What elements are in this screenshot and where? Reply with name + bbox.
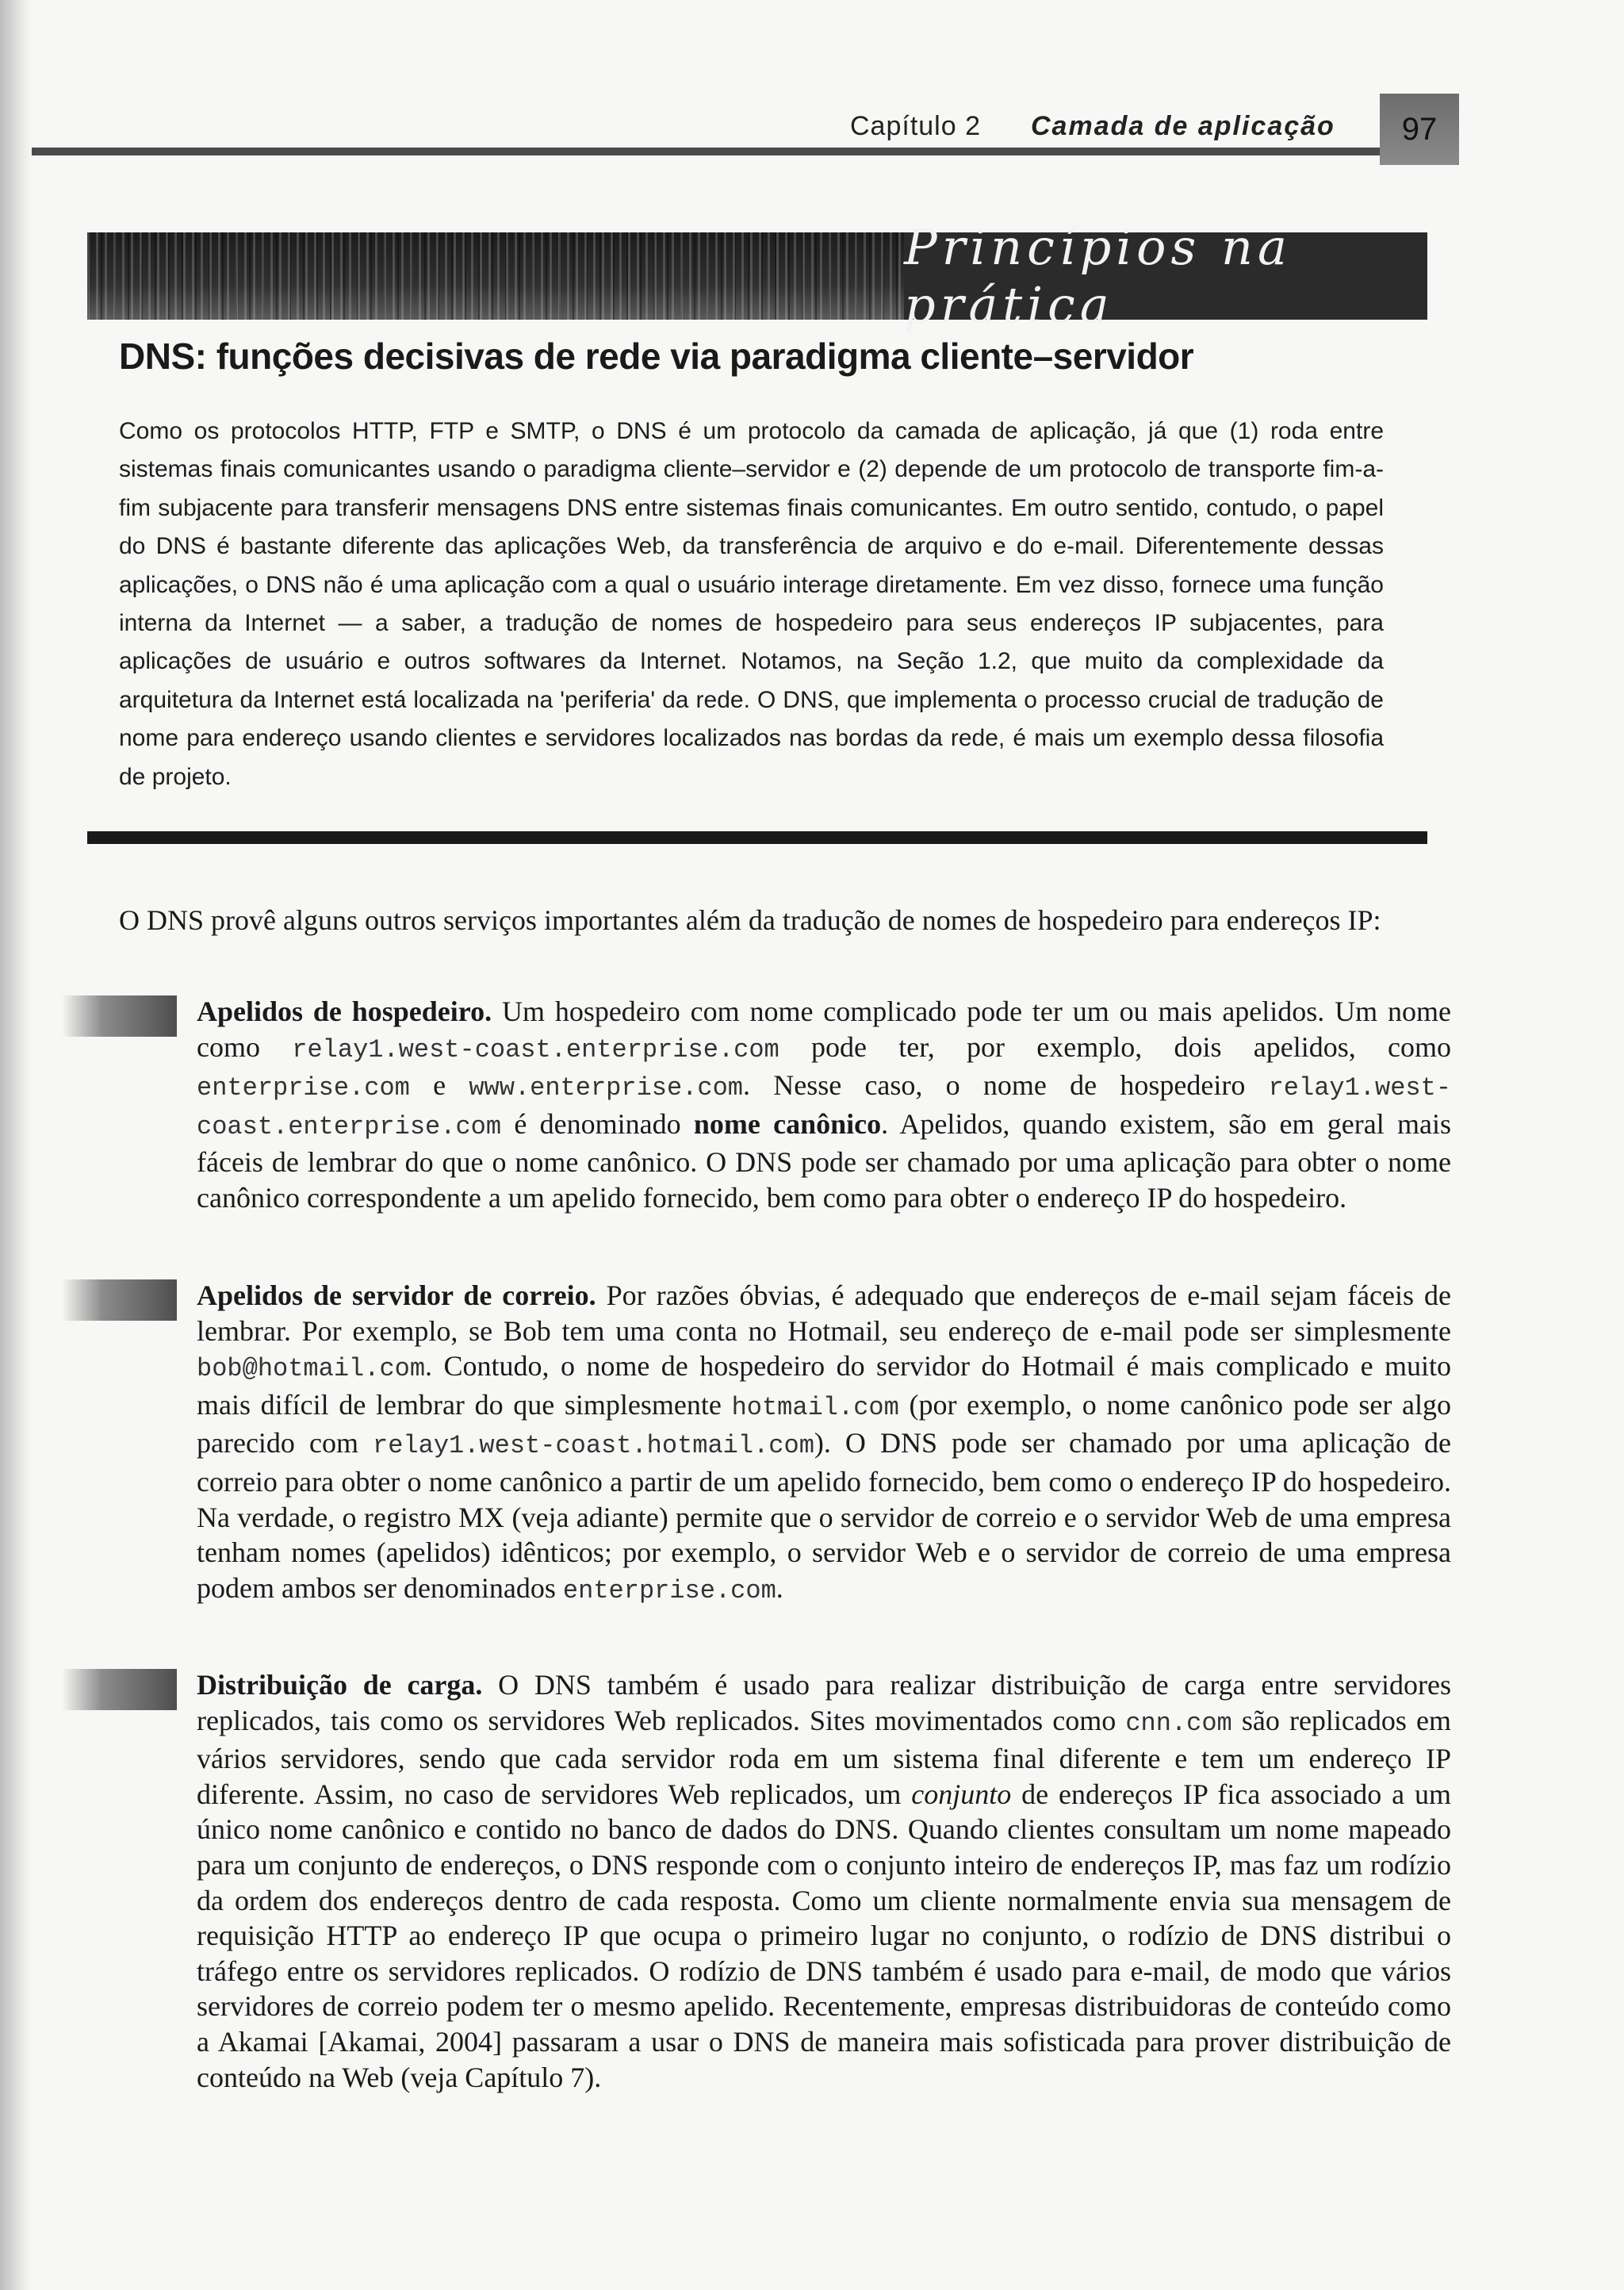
text-run: Por razões óbvias, é adequado que endereços de e-mail sejam fáceis de lembrar. Por exemplo, se Bob tem uma conta no Hotmail, seu endereço de e-mail pode ser simplesmente <box>197 1279 1451 1347</box>
list-item-title: Distribuição de carga. <box>197 1669 483 1701</box>
scan-edge-shading <box>0 0 32 2290</box>
banner-label <box>904 218 1427 334</box>
text-run: Um hospedeiro com nome complicado pode ter um ou mais apelidos. Um nome como <box>197 995 1451 1063</box>
list-item-mail-server-aliasing <box>197 1278 1451 1609</box>
code-hostname: relay1.west-coast.hotmail.com <box>373 1431 814 1461</box>
code-hostname: cnn.com <box>1125 1708 1232 1738</box>
intro-paragraph: O DNS provê alguns outros serviços importantes além da tradução de nomes de hospedeiro para endereços IP: <box>119 904 1381 936</box>
text-run: é denominado <box>501 1107 694 1140</box>
text-run: . Nesse caso, o nome de hospedeiro <box>742 1069 1269 1102</box>
code-hostname: hotmail.com <box>731 1392 899 1422</box>
list-item-load-distribution <box>197 1667 1451 2095</box>
code-hostname: relay1.west-coast.enterprise.com <box>197 1073 1452 1141</box>
text-run: pode ter, por exemplo, dois apelidos, como <box>779 1030 1451 1063</box>
text-run: O DNS também é usado para realizar distribuição de carga entre servidores replicados, tais como os servidores Web replicados. Sites movimentados como <box>197 1669 1451 1736</box>
text-run: . <box>776 1571 783 1604</box>
text-run: (por exemplo, o nome canônico pode ser algo parecido com <box>197 1388 1451 1460</box>
bullet-marker <box>62 1279 177 1321</box>
bullet-marker <box>62 1669 177 1710</box>
text-run: de endereços IP fica associado a um único nome canônico e contido no banco de dados do DNS. Quando clientes consultam um nome mapeado para um conjunto de endereços, o DNS responde com o conjunto inteiro de endereços IP, mas faz um rodízio da ordem dos endereços dentro de cada resposta. Como um cliente normalmente envia sua mensagem de requisição HTTP ao endereço IP que ocupa o primeiro lugar no conjunto, o rodízio de DNS distribui o tráfego entre os servidores replicados. O rodízio de DNS também é usado para e-mail, de modo que vários servidores de correio podem ter o mesmo apelido. Recentemente, empresas distribuidoras de conteúdo como a Akamai [Akamai, 2004] passaram a usar o DNS de maneira mais sofisticada para prover distribuição de conteúdo na Web (veja Capítulo 7). <box>197 1778 1452 2093</box>
code-email: bob@hotmail.com <box>197 1354 426 1384</box>
box-bottom-rule <box>87 831 1427 844</box>
text-run: ). O DNS pode ser chamado por uma aplicação de correio para obter o nome canônico a partir de um apelido fornecido, bem como o endereço IP do hospedeiro. Na verdade, o registro MX (veja adiante) permite que o servidor de correio e o servidor Web de uma empresa tenham nomes (apelidos) idênticos; por exemplo, o servidor Web e o servidor de correio de uma empresa podem ambos ser denominados <box>197 1427 1452 1604</box>
box-banner <box>87 218 1427 334</box>
text-run: . Contudo, o nome de hospedeiro do servidor do Hotmail é mais complicado e muito mais difícil de lembrar do que simplesmente <box>197 1350 1451 1421</box>
code-hostname: relay1.west-coast.enterprise.com <box>292 1034 779 1064</box>
box-heading: DNS: funções decisivas de rede via paradigma cliente–servidor <box>119 336 1194 377</box>
text-run: são replicados em vários servidores, sendo que cada servidor roda em um sistema final diferente e tem um endereço IP diferente. Assim, no caso de servidores Web replicados, um <box>197 1704 1451 1810</box>
list-item-host-aliasing <box>197 994 1451 1216</box>
list-item-title: Apelidos de hospedeiro. <box>197 995 492 1027</box>
code-hostname: www.enterprise.com <box>469 1073 743 1103</box>
box-paragraph: Como os protocolos HTTP, FTP e SMTP, o DNS é um protocolo da camada de aplicação, já que (1) roda entre sistemas finais comunicantes usando o paradigma cliente–servidor e (2) depende de um protocolo de transporte fim-a-fim subjacente para transferir mensagens DNS entre sistemas finais comunicantes. Em outro sentido, contudo, o papel do DNS é bastante diferente das aplicações Web, da transferência de arquivo e do e-mail. Diferentemente dessas aplicações, o DNS não é uma aplicação com a qual o usuário interage diretamente. Em vez disso, fornece uma função interna da Internet — a saber, a tradução de nomes de hospedeiro para seus endereços IP subjacentes, para aplicações de usuário e outros softwares da Internet. Notamos, na Seção 1.2, que muito da complexidade da arquitetura da Internet está localizada na 'periferia' da rede. O DNS, que implementa o processo crucial de tradução de nome para endereço usando clientes e servidores localizados nas bordas da rede, é mais um exemplo dessa filosofia de projeto. <box>119 418 1384 790</box>
banner-photo-image <box>87 232 904 320</box>
bold-term: nome canônico <box>693 1107 882 1140</box>
text-run: e <box>409 1069 469 1102</box>
italic-term: conjunto <box>911 1778 1012 1810</box>
bullet-marker <box>62 995 177 1037</box>
page-number: 97 <box>1380 94 1459 165</box>
header-rule <box>32 148 1435 155</box>
code-hostname: enterprise.com <box>562 1575 776 1605</box>
list-item-title: Apelidos de servidor de correio. <box>197 1279 596 1311</box>
header-section-title: Camada de aplicação <box>1031 111 1335 141</box>
header-chapter: Capítulo 2 <box>850 111 981 141</box>
banner-title: Princípios na prática <box>904 218 1292 334</box>
code-hostname: enterprise.com <box>197 1073 410 1103</box>
running-header <box>0 94 1624 165</box>
text-run: . Apelidos, quando existem, são em geral mais fáceis de lembrar do que o nome canônico. O DNS pode ser chamado por uma aplicação para obter o nome canônico correspondente a um apelido fornecido, bem como para obter o endereço IP do hospedeiro. <box>197 1107 1451 1214</box>
